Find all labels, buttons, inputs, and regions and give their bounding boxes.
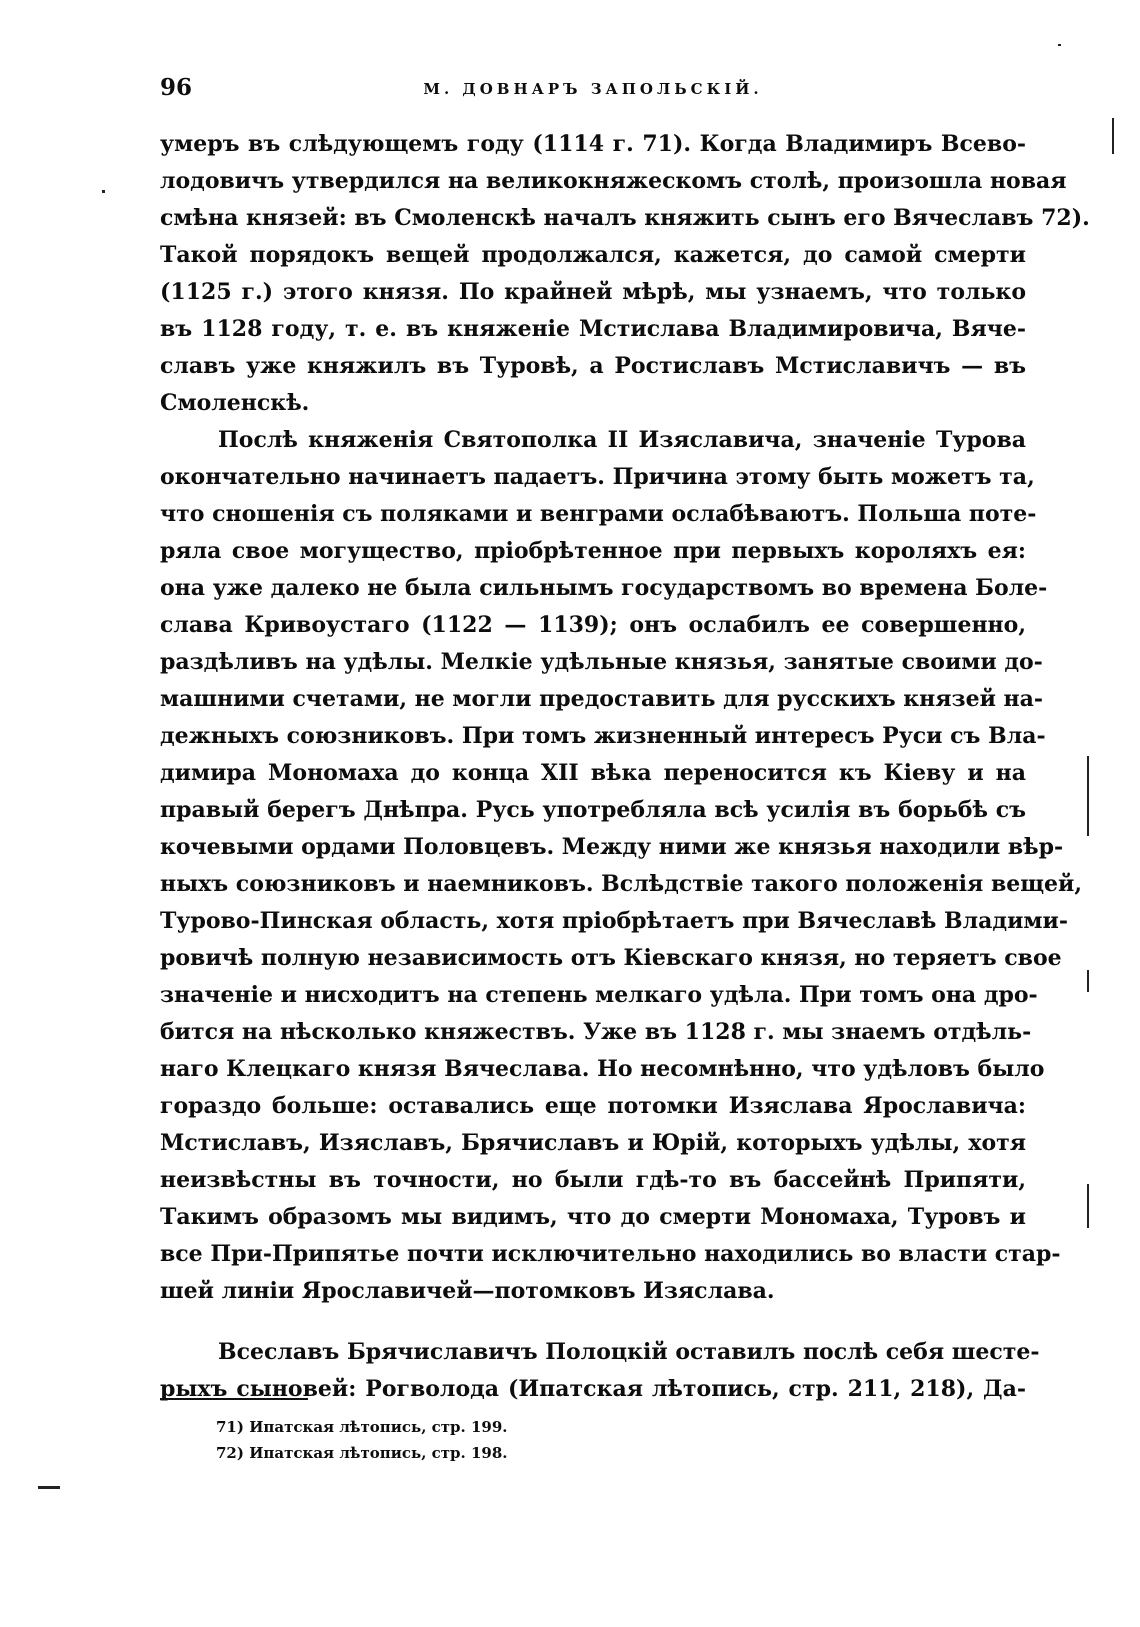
scan-speck [1087, 1184, 1089, 1228]
text-line: (1125 г.) этого князя. По крайней мѣрѣ, мы узнаемъ, что только [160, 279, 1026, 305]
scan-speck [102, 190, 105, 193]
text-line: димира Мономаха до конца XII вѣка переносится къ Кіеву и на [160, 760, 1026, 786]
text-line: Смоленскѣ. [160, 390, 310, 416]
running-head: М. ДОВНАРЪ ЗАПОЛЬСКІЙ. [423, 80, 763, 98]
text-line: окончательно начинаетъ падаетъ. Причина этому быть можетъ та, [160, 464, 1035, 490]
footnote: 71) Ипатская лѣтопись, стр. 199. [216, 1418, 508, 1436]
text-line: Такой порядокъ вещей продолжался, кажется, до самой смерти [160, 242, 1026, 268]
text-line: кочевыми ордами Половцевъ. Между ними же князья находили вѣр- [160, 834, 1064, 860]
page-number: 96 [160, 74, 193, 101]
text-line: гораздо больше: оставались еще потомки Изяслава Ярославича: [160, 1093, 1026, 1119]
text-line: все При-Припятье почти исключительно находились во власти стар- [160, 1241, 1061, 1267]
text-line: что сношенія съ поляками и венграми ослабѣваютъ. Польша поте- [160, 501, 1037, 527]
text-line: въ 1128 году, т. е. въ княженіе Мстислава Владимировича, Вяче- [160, 316, 1026, 342]
scan-speck [1087, 970, 1089, 992]
text-line: ровичѣ полную независимость отъ Кіевскаго князя, но теряетъ свое [160, 945, 1062, 971]
text-line: машними счетами, не могли предоставить для русскихъ князей на- [160, 686, 1044, 712]
text-line: ныхъ союзниковъ и наемниковъ. Вслѣдствіе такого положенія вещей, [160, 871, 1083, 897]
footnote-rule [160, 1398, 308, 1400]
text-line: раздѣливъ на удѣлы. Мелкіе удѣльные князья, занятые своими до- [160, 649, 1043, 675]
text-line: Послѣ княженія Святополка II Изяславича, значеніе Турова [218, 427, 1026, 453]
page-header [158, 74, 1028, 104]
text-line: Всеславъ Брячиславичъ Полоцкій оставилъ послѣ себя шестe- [218, 1339, 1040, 1365]
text-line: смѣна князей: въ Смоленскѣ началъ княжить сынъ его Вячеславъ 72). [160, 205, 1090, 231]
scan-speck [1058, 44, 1061, 46]
text-line: слава Кривоустаго (1122 — 1139); онъ ослабилъ ее совершенно, [160, 612, 1026, 638]
scan-speck [1087, 756, 1089, 836]
text-line: значеніе и нисходитъ на степень мелкаго удѣла. При томъ она дро- [160, 982, 1038, 1008]
text-line: правый берегъ Днѣпра. Русь употребляла всѣ усилія въ борьбѣ съ [160, 797, 1026, 823]
text-line: она уже далеко не была сильнымъ государствомъ во времена Боле- [160, 575, 1048, 601]
paragraph-gap [160, 1310, 1026, 1334]
text-line: Такимъ образомъ мы видимъ, что до смерти Мономаха, Туровъ и [160, 1204, 1026, 1230]
text-line: славъ уже княжилъ въ Туровѣ, а Ростиславъ Мстиславичъ — въ [160, 353, 1026, 379]
text-line: Мстиславъ, Изяславъ, Брячиславъ и Юрій, которыхъ удѣлы, хотя [160, 1130, 1026, 1156]
text-line: наго Клецкаго князя Вячеслава. Но несомнѣнно, что удѣловъ было [160, 1056, 1045, 1082]
text-line: ряла свое могущество, пріобрѣтенное при первыхъ короляхъ ея: [160, 538, 1026, 564]
text-line: неизвѣстны въ точности, но были гдѣ-то въ бассейнѣ Припяти, [160, 1167, 1026, 1193]
text-line: Турово-Пинская область, хотя пріобрѣтаетъ при Вячеславѣ Владими- [160, 908, 1068, 934]
text-line: дежныхъ союзниковъ. При томъ жизненный интересъ Руси съ Вла- [160, 723, 1046, 749]
scan-speck [38, 1486, 60, 1489]
footnotes [216, 1414, 508, 1466]
text-line: бится на нѣсколько княжествъ. Уже въ 1128 г. мы знаемъ отдѣль- [160, 1019, 1032, 1045]
footnote: 72) Ипатская лѣтопись, стр. 198. [216, 1444, 508, 1462]
text-line: шей линіи Ярославичей—потомковъ Изяслава. [160, 1278, 775, 1304]
body-text [160, 126, 1090, 1408]
text-line: рыхъ сыновей: Рогволода (Ипатская лѣтопись, стр. 211, 218), Да- [160, 1376, 1026, 1402]
text-line: лодовичъ утвердился на великокняжескомъ столѣ, произошла новая [160, 168, 1067, 194]
scan-speck [1112, 118, 1114, 154]
text-line: умеръ въ слѣдующемъ году (1114 г. 71). Когда Владимиръ Всево- [160, 131, 1026, 157]
